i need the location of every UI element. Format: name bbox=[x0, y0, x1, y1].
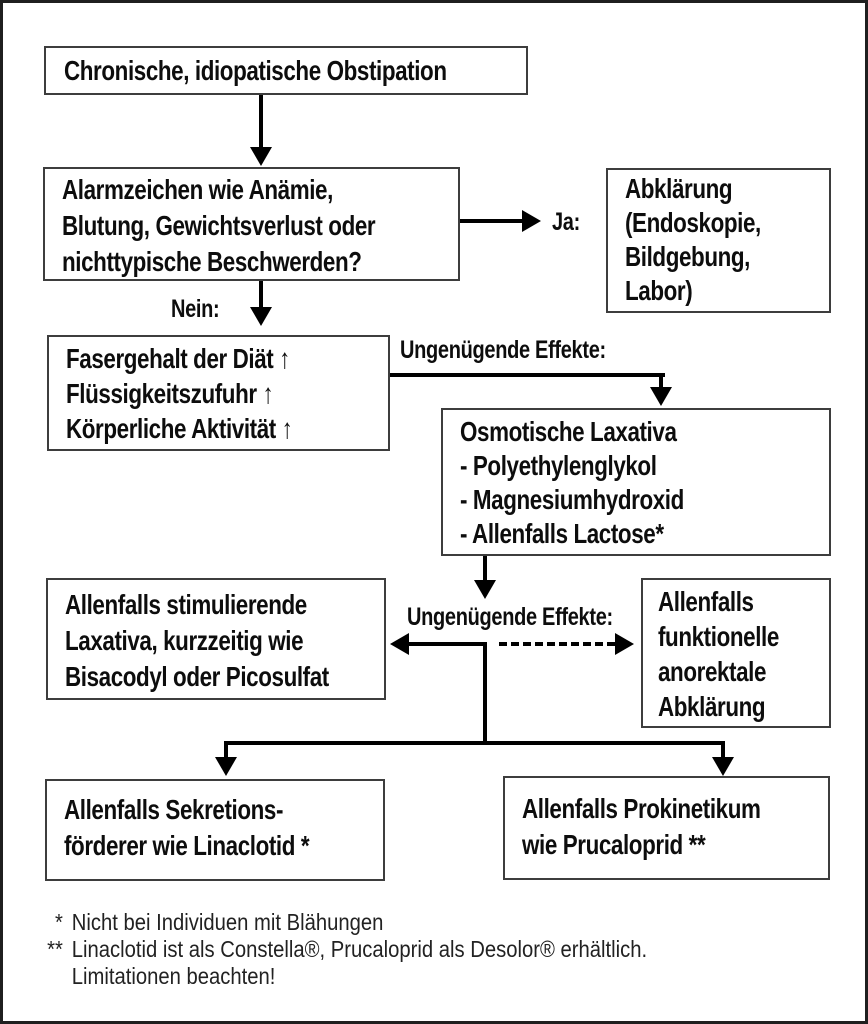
node-text-line: - Polyethylenglykol bbox=[460, 450, 657, 481]
arrow-down-icon bbox=[250, 147, 272, 166]
arrow-right-icon bbox=[615, 633, 634, 655]
node-alarm-signs bbox=[43, 167, 460, 281]
node-text-line: nichttypische Beschwerden? bbox=[62, 246, 362, 277]
edge-label-nein: Nein: bbox=[171, 295, 220, 323]
node-text-line: Laxativa, kurzzeitig wie bbox=[65, 625, 304, 656]
node-text-line: Bisacodyl oder Picosulfat bbox=[65, 661, 329, 692]
node-text-line: Alarmzeichen wie Anämie, bbox=[62, 174, 333, 205]
edge-label-insufficient-effects-2: Ungenügende Effekte: bbox=[407, 603, 613, 631]
edge-label-ja: Ja: bbox=[552, 208, 580, 236]
arrow-right-icon bbox=[522, 210, 541, 232]
footnote-marker: ** bbox=[47, 936, 63, 962]
node-text-line: funktionelle bbox=[658, 621, 779, 652]
t-split-bar bbox=[224, 741, 725, 745]
footnote-marker: * bbox=[55, 909, 63, 935]
edge-label-insufficient-effects-1: Ungenügende Effekte: bbox=[400, 336, 606, 364]
arrow-to-stimulant-line bbox=[407, 642, 487, 646]
node-text-line: Abklärung bbox=[658, 691, 766, 722]
node-text-line: anorektale bbox=[658, 656, 767, 687]
arrow-down-icon bbox=[650, 387, 672, 406]
node-text-line: förderer wie Linaclotid * bbox=[64, 830, 310, 861]
footnote-marker bbox=[33, 963, 63, 990]
node-text-line: Labor) bbox=[625, 275, 693, 306]
arrow-osmotic-down-line bbox=[483, 556, 487, 582]
node-text-line: Allenfalls Prokinetikum bbox=[522, 793, 761, 824]
arrow-lifestyle-to-osmotic-hline bbox=[390, 373, 665, 377]
node-text-line: wie Prucaloprid ** bbox=[522, 829, 706, 860]
connector-down-stub bbox=[483, 642, 487, 745]
footnote-text: Linaclotid ist als Constella®, Prucaloprid als Desolor® erhältlich. bbox=[71, 936, 648, 962]
footnotes bbox=[33, 909, 647, 990]
arrow-down-icon bbox=[215, 757, 237, 776]
arrow-start-to-alarm-line bbox=[259, 95, 263, 149]
dashed-arrow-to-anorectal-line bbox=[499, 642, 615, 646]
node-text-line: Blutung, Gewichtsverlust oder bbox=[62, 210, 376, 241]
footnote-row bbox=[33, 909, 647, 936]
node-text-line: - Magnesiumhydroxid bbox=[460, 484, 684, 515]
node-text-line: - Allenfalls Lactose* bbox=[460, 518, 664, 549]
arrow-alarm-to-lifestyle-line bbox=[259, 281, 263, 309]
node-prokinetic bbox=[503, 776, 830, 880]
footnote-row bbox=[33, 936, 647, 963]
node-secretagogue bbox=[45, 779, 385, 881]
footnote-row bbox=[33, 963, 647, 990]
node-text-line: Osmotische Laxativa bbox=[460, 416, 677, 447]
arrow-alarm-to-workup-line bbox=[460, 219, 524, 223]
node-text-line: Allenfalls Sekretions- bbox=[64, 794, 284, 825]
node-text-line: Bildgebung, bbox=[625, 241, 751, 272]
arrow-down-icon bbox=[712, 757, 734, 776]
node-workup bbox=[606, 168, 831, 313]
node-text-line: Flüssigkeitszufuhr ↑ bbox=[66, 378, 274, 409]
node-text-line: (Endoskopie, bbox=[625, 207, 761, 238]
node-lifestyle-measures bbox=[47, 335, 390, 451]
node-chronic-obstipation bbox=[44, 46, 528, 95]
node-stimulant-laxatives bbox=[46, 578, 386, 700]
node-text-line: Allenfalls stimulierende bbox=[65, 589, 307, 620]
node-osmotic-laxatives bbox=[441, 408, 831, 556]
node-text-line: Chronische, idiopatische Obstipation bbox=[64, 55, 447, 86]
node-text-line: Körperliche Aktivität ↑ bbox=[66, 413, 293, 444]
node-anorectal-workup bbox=[641, 578, 831, 728]
footnote-text: Limitationen beachten! bbox=[71, 963, 276, 989]
node-text-line: Fasergehalt der Diät ↑ bbox=[66, 343, 290, 374]
node-text-line: Allenfalls bbox=[658, 586, 754, 617]
node-text-line: Abklärung bbox=[625, 173, 733, 204]
footnote-text: Nicht bei Individuen mit Blähungen bbox=[71, 909, 384, 935]
arrow-down-icon bbox=[474, 580, 496, 599]
arrow-down-icon bbox=[250, 307, 272, 326]
